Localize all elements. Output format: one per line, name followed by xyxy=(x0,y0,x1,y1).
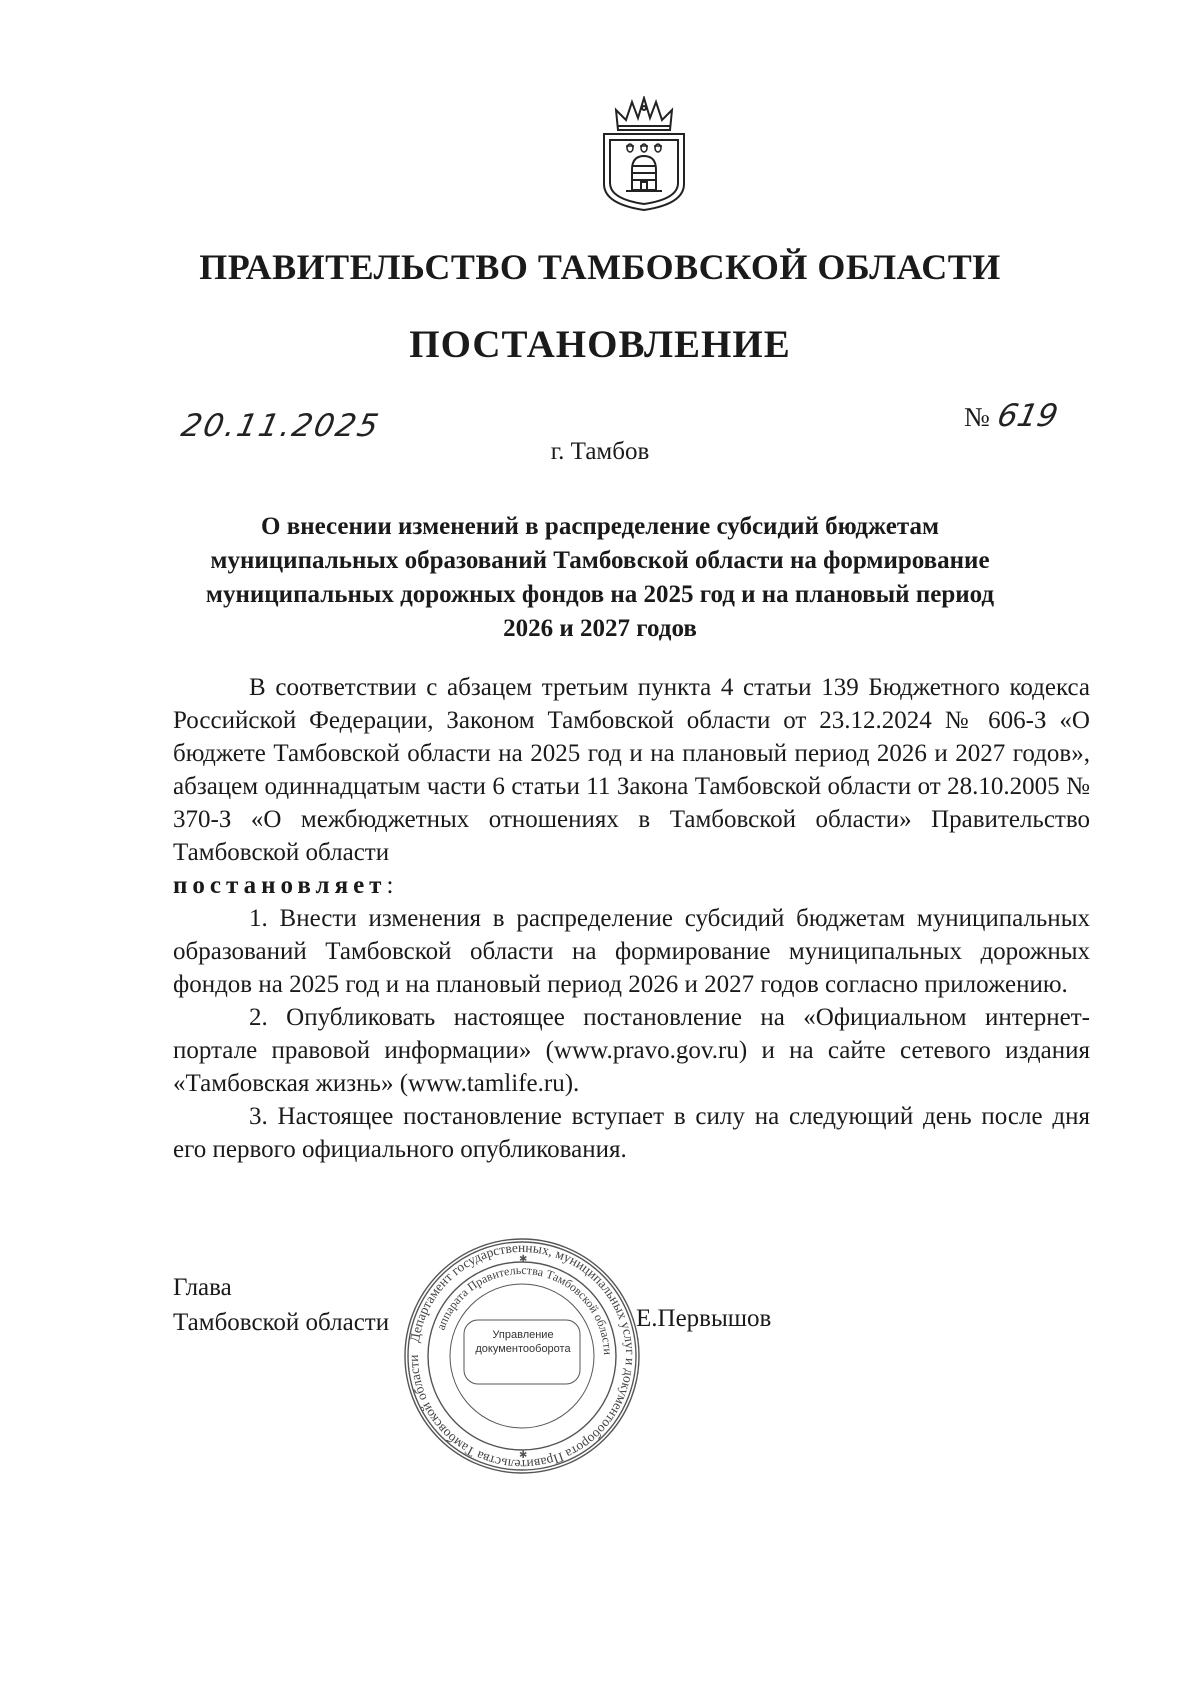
svg-text:✱: ✱ xyxy=(519,1450,528,1461)
decree-word: постановляет xyxy=(173,872,387,899)
subject-line-4: 2026 и 2027 годов xyxy=(503,615,697,642)
government-title: ПРАВИТЕЛЬСТВО ТАМБОВСКОЙ ОБЛАСТИ xyxy=(199,247,1001,287)
subject-line-1: О внесении изменений в распределение субсидий бюджетам xyxy=(261,513,939,540)
handwritten-number: 619 xyxy=(993,398,1061,434)
svg-text:✱: ✱ xyxy=(519,1254,528,1265)
document-body xyxy=(173,671,1090,1166)
signatory-role-line-1: Глава xyxy=(173,1274,232,1301)
city-line: г. Тамбов xyxy=(550,438,650,465)
signatory-role-line-2: Тамбовской области xyxy=(173,1309,390,1336)
document-number xyxy=(964,398,1061,434)
stamp-inner-line-2: документооборота xyxy=(475,1343,571,1355)
decree-colon: : xyxy=(386,872,394,899)
item-2-paragraph: 2. Опубликовать настоящее постановление на «Официальном интернет-портале правовой информации» (www.pravo.gov.ru) и на сайте сетевого издания «Тамбовская жизнь» (www.tamlife.ru). xyxy=(173,1004,1090,1097)
stamp-inner-label xyxy=(471,1328,575,1356)
signatory-name: Е.Первышов xyxy=(636,1305,772,1332)
stamp-inner-line-1: Управление xyxy=(492,1329,554,1341)
decree-line xyxy=(173,869,1090,902)
official-stamp xyxy=(402,1236,642,1476)
stamp-middle-ring-text: аппарата Правительства Тамбовской области xyxy=(433,1262,616,1356)
handwritten-date: 20.11.2025 xyxy=(178,408,384,444)
stamp-outer-ring-text: Департамент государственных, муниципальных услуг и документооборота Правительства Тамбовской области xyxy=(405,1239,639,1473)
subject-line-3: муниципальных дорожных фондов на 2025 год и на плановый период xyxy=(205,581,995,608)
item-1-paragraph: 1. Внести изменения в распределение субсидий бюджетам муниципальных образований Тамбовской области на формирование муниципальных дорожных фондов на 2025 год и на плановый период 2026 и 2027 годов согласно приложению. xyxy=(173,905,1090,998)
number-label: № xyxy=(964,402,990,432)
document-subject xyxy=(160,510,1040,646)
document-type-heading: ПОСТАНОВЛЕНИЕ xyxy=(409,323,791,366)
coat-of-arms-emblem xyxy=(596,96,692,214)
subject-line-2: муниципальных образований Тамбовской области на формирование xyxy=(210,547,990,574)
item-3-paragraph: 3. Настоящее постановление вступает в силу на следующий день после дня его первого официального опубликования. xyxy=(173,1103,1090,1163)
preamble-paragraph: В соответствии с абзацем третьим пункта 4 статьи 139 Бюджетного кодекса Российской Федерации, Законом Тамбовской области от 23.12.2024 № 606-З «О бюджете Тамбовской области на 2025 год и на плановый период 2026 и 2027 годов», абзацем одиннадцатым части 6 статьи 11 Закона Тамбовской области от 28.10.2005 № 370-З «О межбюджетных отношениях в Тамбовской области» Правительство Тамбовской области xyxy=(173,674,1090,866)
signatory-role xyxy=(173,1270,389,1340)
